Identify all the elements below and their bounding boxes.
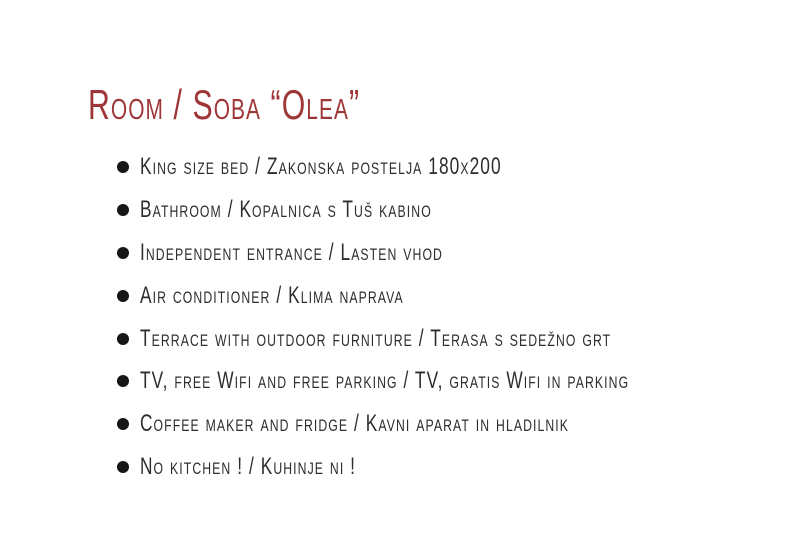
list-item — [117, 360, 788, 403]
list-item — [117, 146, 788, 189]
list-item-label: Terrace with outdoor furniture / Terasa s sedežno grt — [140, 324, 612, 352]
list-item-label: Independent entrance / Lasten vhod — [140, 238, 443, 266]
bullet-icon — [117, 161, 129, 173]
bullet-icon — [117, 290, 129, 302]
list-item — [117, 274, 788, 317]
bullet-icon — [117, 418, 129, 430]
list-item-label: No kitchen ! / Kuhinje ni ! — [140, 452, 357, 480]
list-item-label: Coffee maker and fridge / Kavni aparat in hladilnik — [140, 410, 570, 438]
page-title-text: Room / Soba “Olea” — [88, 81, 361, 128]
bullet-icon — [117, 461, 129, 473]
bullet-icon — [117, 333, 129, 345]
bullet-icon — [117, 247, 129, 259]
list-item — [117, 232, 788, 275]
bullet-icon — [117, 375, 129, 387]
list-item — [117, 189, 788, 232]
list-item-label: Bathroom / Kopalnica s Tuš kabino — [140, 196, 432, 224]
list-item — [117, 317, 788, 360]
list-item-label: TV, free Wifi and free parking / TV, gratis Wifi in parking — [140, 367, 630, 395]
list-item — [117, 403, 788, 446]
list-item-label: Air conditioner / Klima naprava — [140, 281, 404, 309]
list-item-label: King size bed / Zakonska postelja 180x200 — [140, 153, 502, 181]
page-title — [88, 81, 466, 128]
list-item — [117, 446, 788, 489]
bullet-icon — [117, 204, 129, 216]
amenity-list — [117, 146, 788, 488]
